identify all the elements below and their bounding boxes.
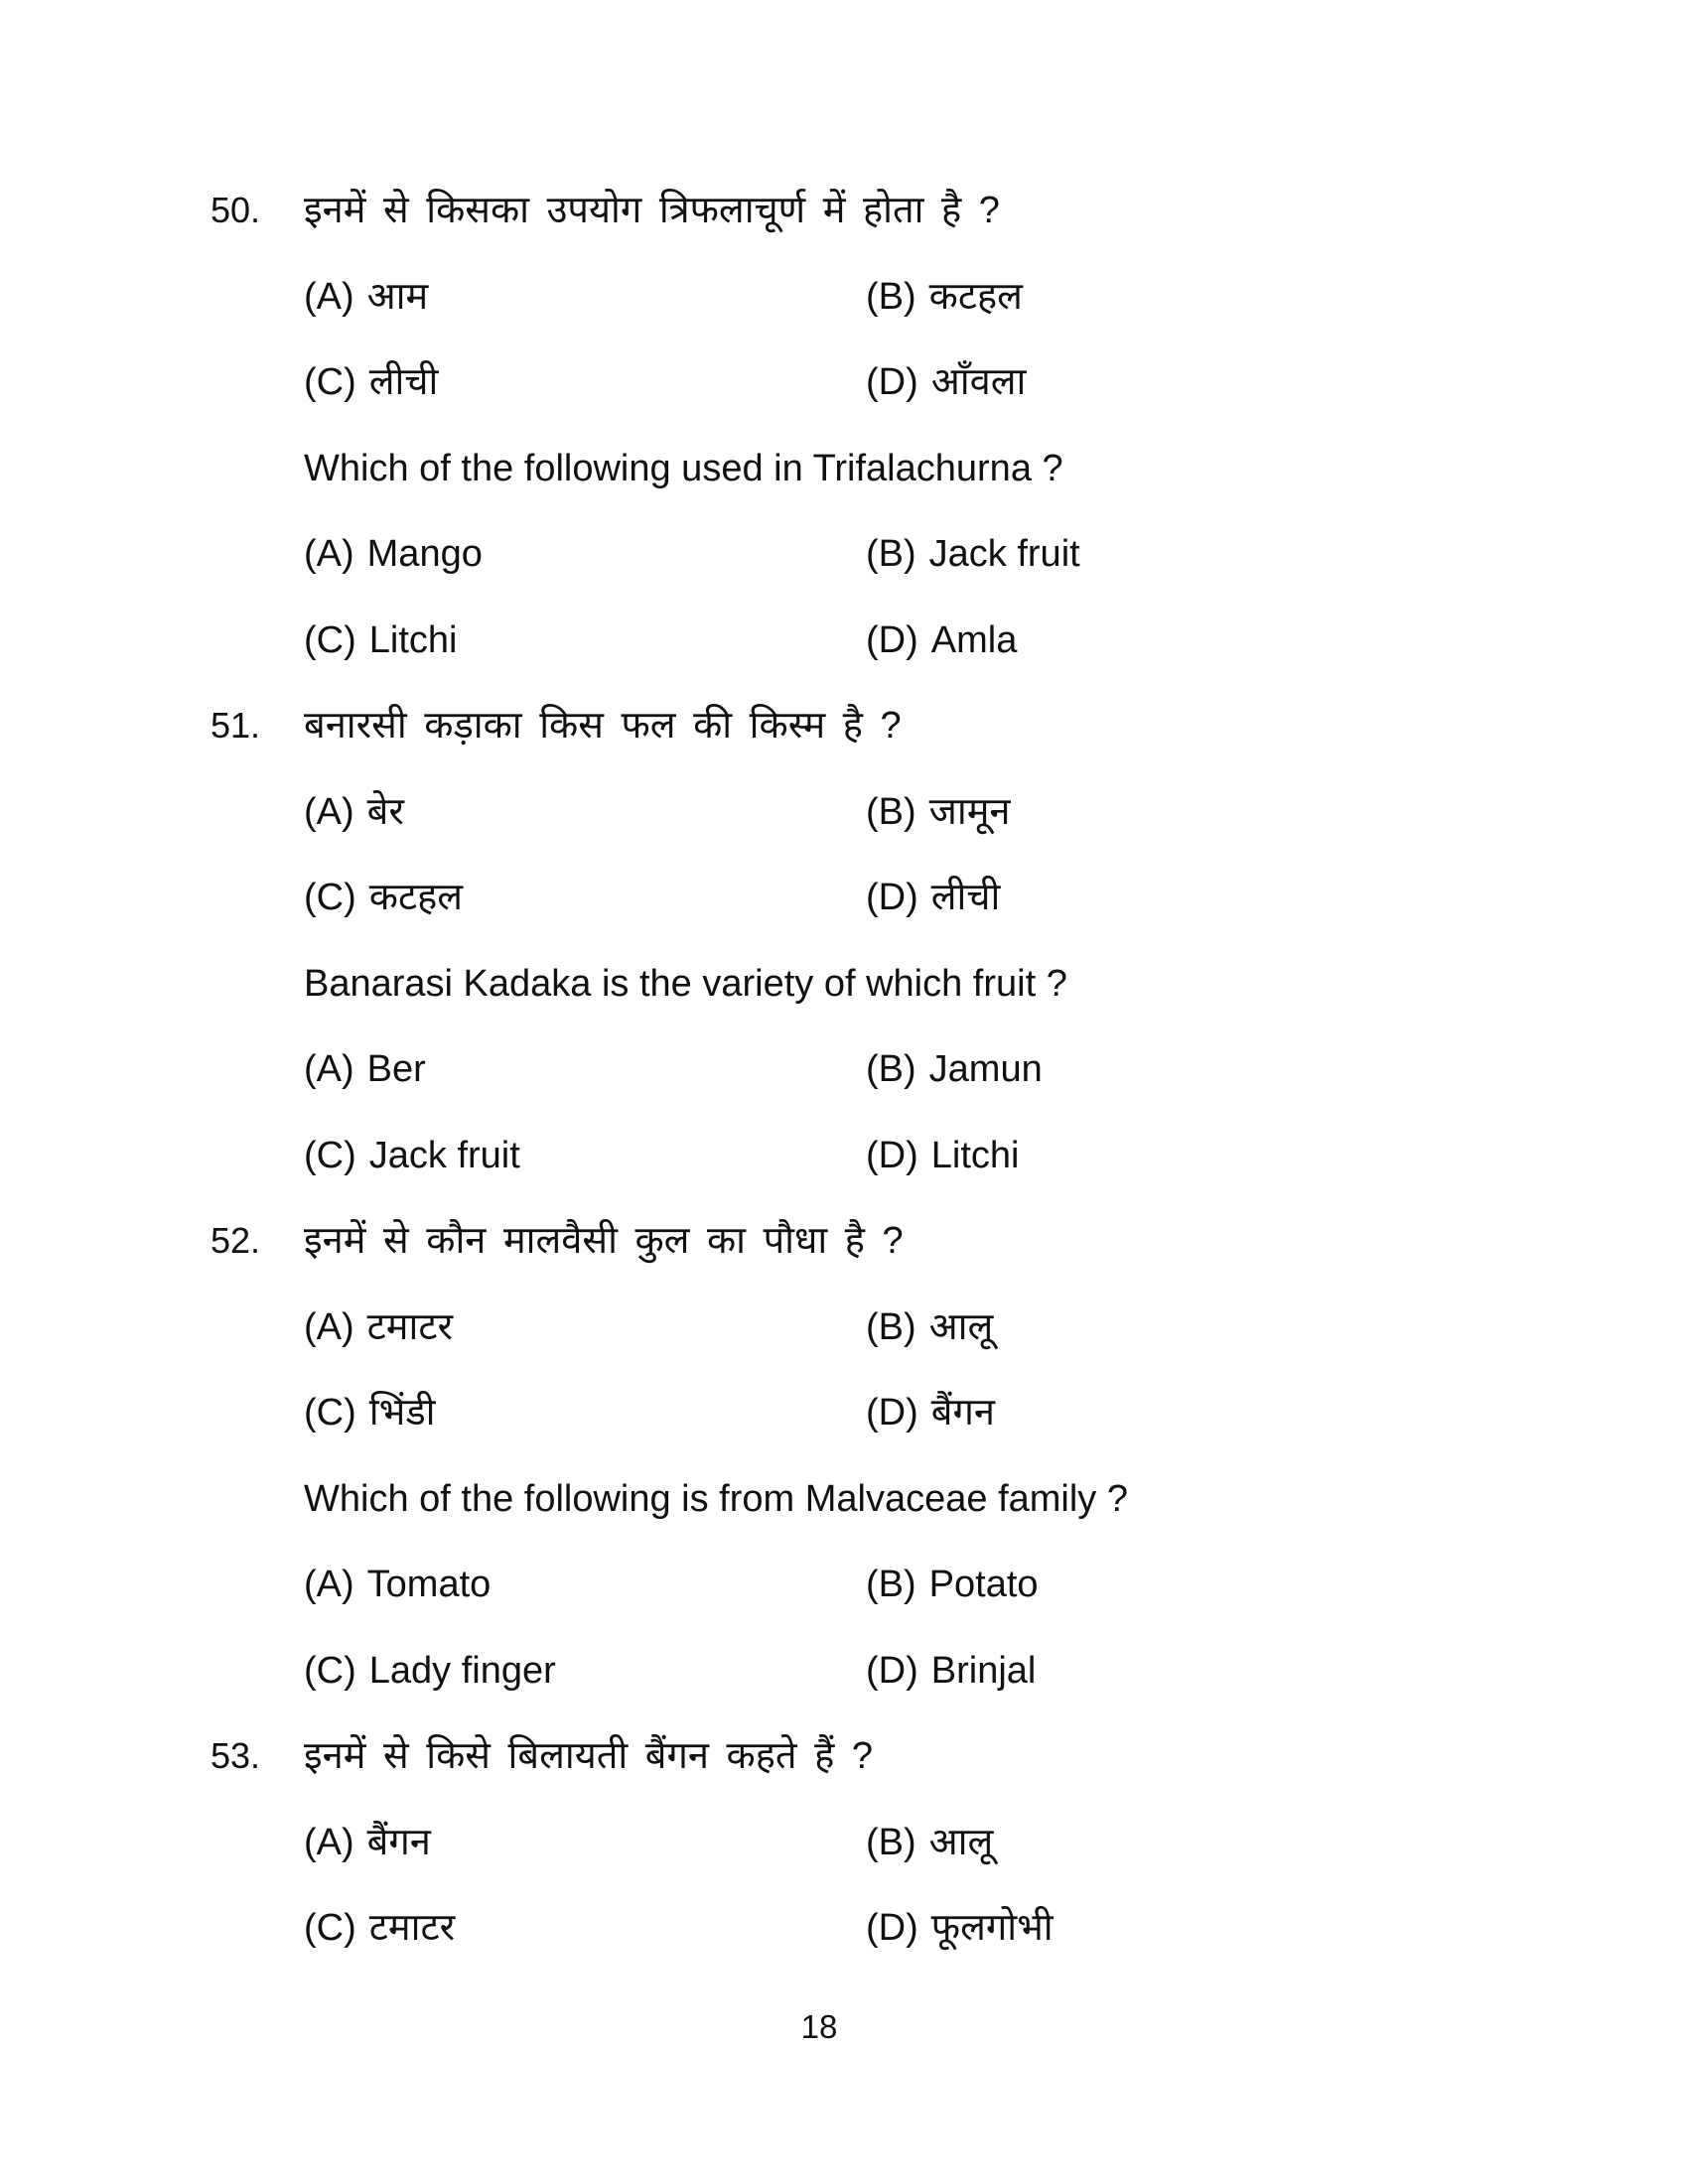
option-label: (B) [866,1821,916,1863]
question-50-hindi-options-cd [0,340,1688,426]
q52-english-option-a [304,1542,491,1628]
option-label: (B) [866,1048,916,1090]
question-52-hindi-row [0,1198,1688,1285]
option-text: Litchi [930,1134,1020,1176]
question-50-hindi-text: इनमें से किसका उपयोग त्रिफलाचूर्ण में होता है ? [304,190,1000,231]
option-text: टमाटर [366,1305,454,1348]
question-51-hindi-options-cd [0,855,1688,941]
q52-english-option-d [866,1628,1036,1714]
option-text: Jamun [928,1048,1043,1090]
question-50-hindi-options-ab [0,254,1688,341]
q51-english-option-c [304,1113,520,1199]
option-label: (A) [304,275,354,318]
option-label: (C) [304,361,356,403]
option-label: (A) [304,790,354,833]
option-label: (A) [304,533,354,575]
option-label: (A) [304,1048,354,1090]
q52-hindi-option-b [866,1285,993,1371]
option-text: बेर [366,790,404,833]
option-label: (D) [866,1392,918,1433]
q50-hindi-option-a [304,254,428,341]
option-text: आलू [928,1305,994,1348]
option-label: (B) [866,1305,916,1348]
q50-english-option-b [866,511,1080,598]
question-52-english-text: Which of the following is from Malvaceae family ? [304,1477,1128,1520]
q51-english-option-b [866,1026,1043,1113]
option-text: जामून [928,790,1011,833]
q51-english-option-a [304,1026,426,1113]
question-number: 53. [211,1735,261,1776]
option-text: बैंगन [366,1821,431,1863]
option-text: Brinjal [930,1649,1037,1692]
option-label: (C) [304,1907,356,1949]
option-label: (C) [304,877,356,918]
question-50-english-row [0,426,1688,512]
question-50-english-options-cd [0,598,1688,684]
question-50-english-text: Which of the following used in Trifalachurna ? [304,447,1063,489]
q50-hindi-option-b [866,254,1023,341]
question-51-hindi-text: बनारसी कड़ाका किस फल की किस्म है ? [304,705,902,747]
question-53-hindi-options-ab [0,1800,1688,1886]
q52-hindi-option-c [304,1370,436,1456]
option-label: (B) [866,533,916,575]
option-text: Jack fruit [368,1134,520,1176]
option-text: Ber [366,1048,426,1090]
option-text: आलू [928,1821,994,1863]
option-label: (B) [866,275,916,318]
option-text: Litchi [368,618,458,661]
q51-hindi-option-c [304,855,463,941]
option-label: (D) [866,1907,918,1949]
option-label: (D) [866,877,918,918]
q50-english-option-c [304,598,457,684]
option-label: (D) [866,618,918,661]
q51-hindi-option-a [304,769,404,856]
q50-english-option-a [304,511,483,598]
option-text: Amla [930,618,1018,661]
q51-hindi-option-d [866,855,1000,941]
question-53-hindi-row [0,1713,1688,1800]
q51-english-option-d [866,1113,1019,1199]
option-text: Potato [928,1564,1039,1605]
option-label: (D) [866,1649,918,1692]
q52-hindi-option-d [866,1370,995,1456]
question-52-english-options-cd [0,1628,1688,1714]
option-label: (B) [866,790,916,833]
option-text: Mango [366,533,483,575]
option-label: (A) [304,1821,354,1863]
question-number: 50. [211,190,261,230]
question-number: 52. [211,1220,261,1261]
q52-hindi-option-a [304,1285,453,1371]
option-text: बैंगन [930,1392,995,1433]
q52-english-option-c [304,1628,556,1714]
questions-block [0,168,1688,1972]
option-text: आम [366,275,429,318]
option-text: आँवला [930,361,1027,403]
option-label: (A) [304,1305,354,1348]
question-number: 51. [211,705,261,746]
question-51-hindi-options-ab [0,769,1688,856]
question-52-english-options-ab [0,1542,1688,1628]
page-number: 18 [800,2008,838,2045]
option-text: फूलगोभी [930,1907,1054,1949]
option-text: Tomato [366,1564,492,1605]
option-label: (C) [304,1649,356,1692]
q50-hindi-option-d [866,340,1026,426]
q51-hindi-option-b [866,769,1011,856]
q53-hindi-option-b [866,1800,993,1886]
q50-english-option-d [866,598,1017,684]
question-53-hindi-text: इनमें से किसे बिलायती बैंगन कहते हैं ? [304,1735,873,1777]
question-52-english-row [0,1456,1688,1543]
option-text: कटहल [928,275,1023,318]
option-text: टमाटर [368,1907,456,1949]
option-label: (C) [304,1134,356,1176]
question-52-hindi-options-cd [0,1370,1688,1456]
option-text: Jack fruit [928,533,1080,575]
q53-hindi-option-a [304,1800,431,1886]
question-51-hindi-row [0,683,1688,769]
option-text: लीची [930,877,1001,918]
question-50-hindi-row [0,168,1688,254]
question-53-hindi-options-cd [0,1885,1688,1972]
option-text: Lady finger [368,1649,556,1692]
option-text: लीची [368,361,439,403]
option-label: (D) [866,1134,918,1176]
question-51-english-text: Banarasi Kadaka is the variety of which fruit ? [304,962,1067,1005]
q53-hindi-option-d [866,1885,1054,1972]
question-52-hindi-text: इनमें से कौन मालवैसी कुल का पौधा है ? [304,1220,904,1262]
q53-hindi-option-c [304,1885,455,1972]
question-52-hindi-options-ab [0,1285,1688,1371]
q50-hindi-option-c [304,340,438,426]
option-label: (C) [304,1392,356,1433]
option-text: कटहल [368,877,464,918]
question-51-english-options-ab [0,1026,1688,1113]
question-50-english-options-ab [0,511,1688,598]
option-text: भिंडी [368,1392,436,1433]
option-label: (B) [866,1564,916,1605]
option-label: (D) [866,361,918,403]
question-51-english-row [0,941,1688,1027]
question-51-english-options-cd [0,1113,1688,1199]
option-label: (A) [304,1564,354,1605]
option-label: (C) [304,618,356,661]
q52-english-option-b [866,1542,1039,1628]
